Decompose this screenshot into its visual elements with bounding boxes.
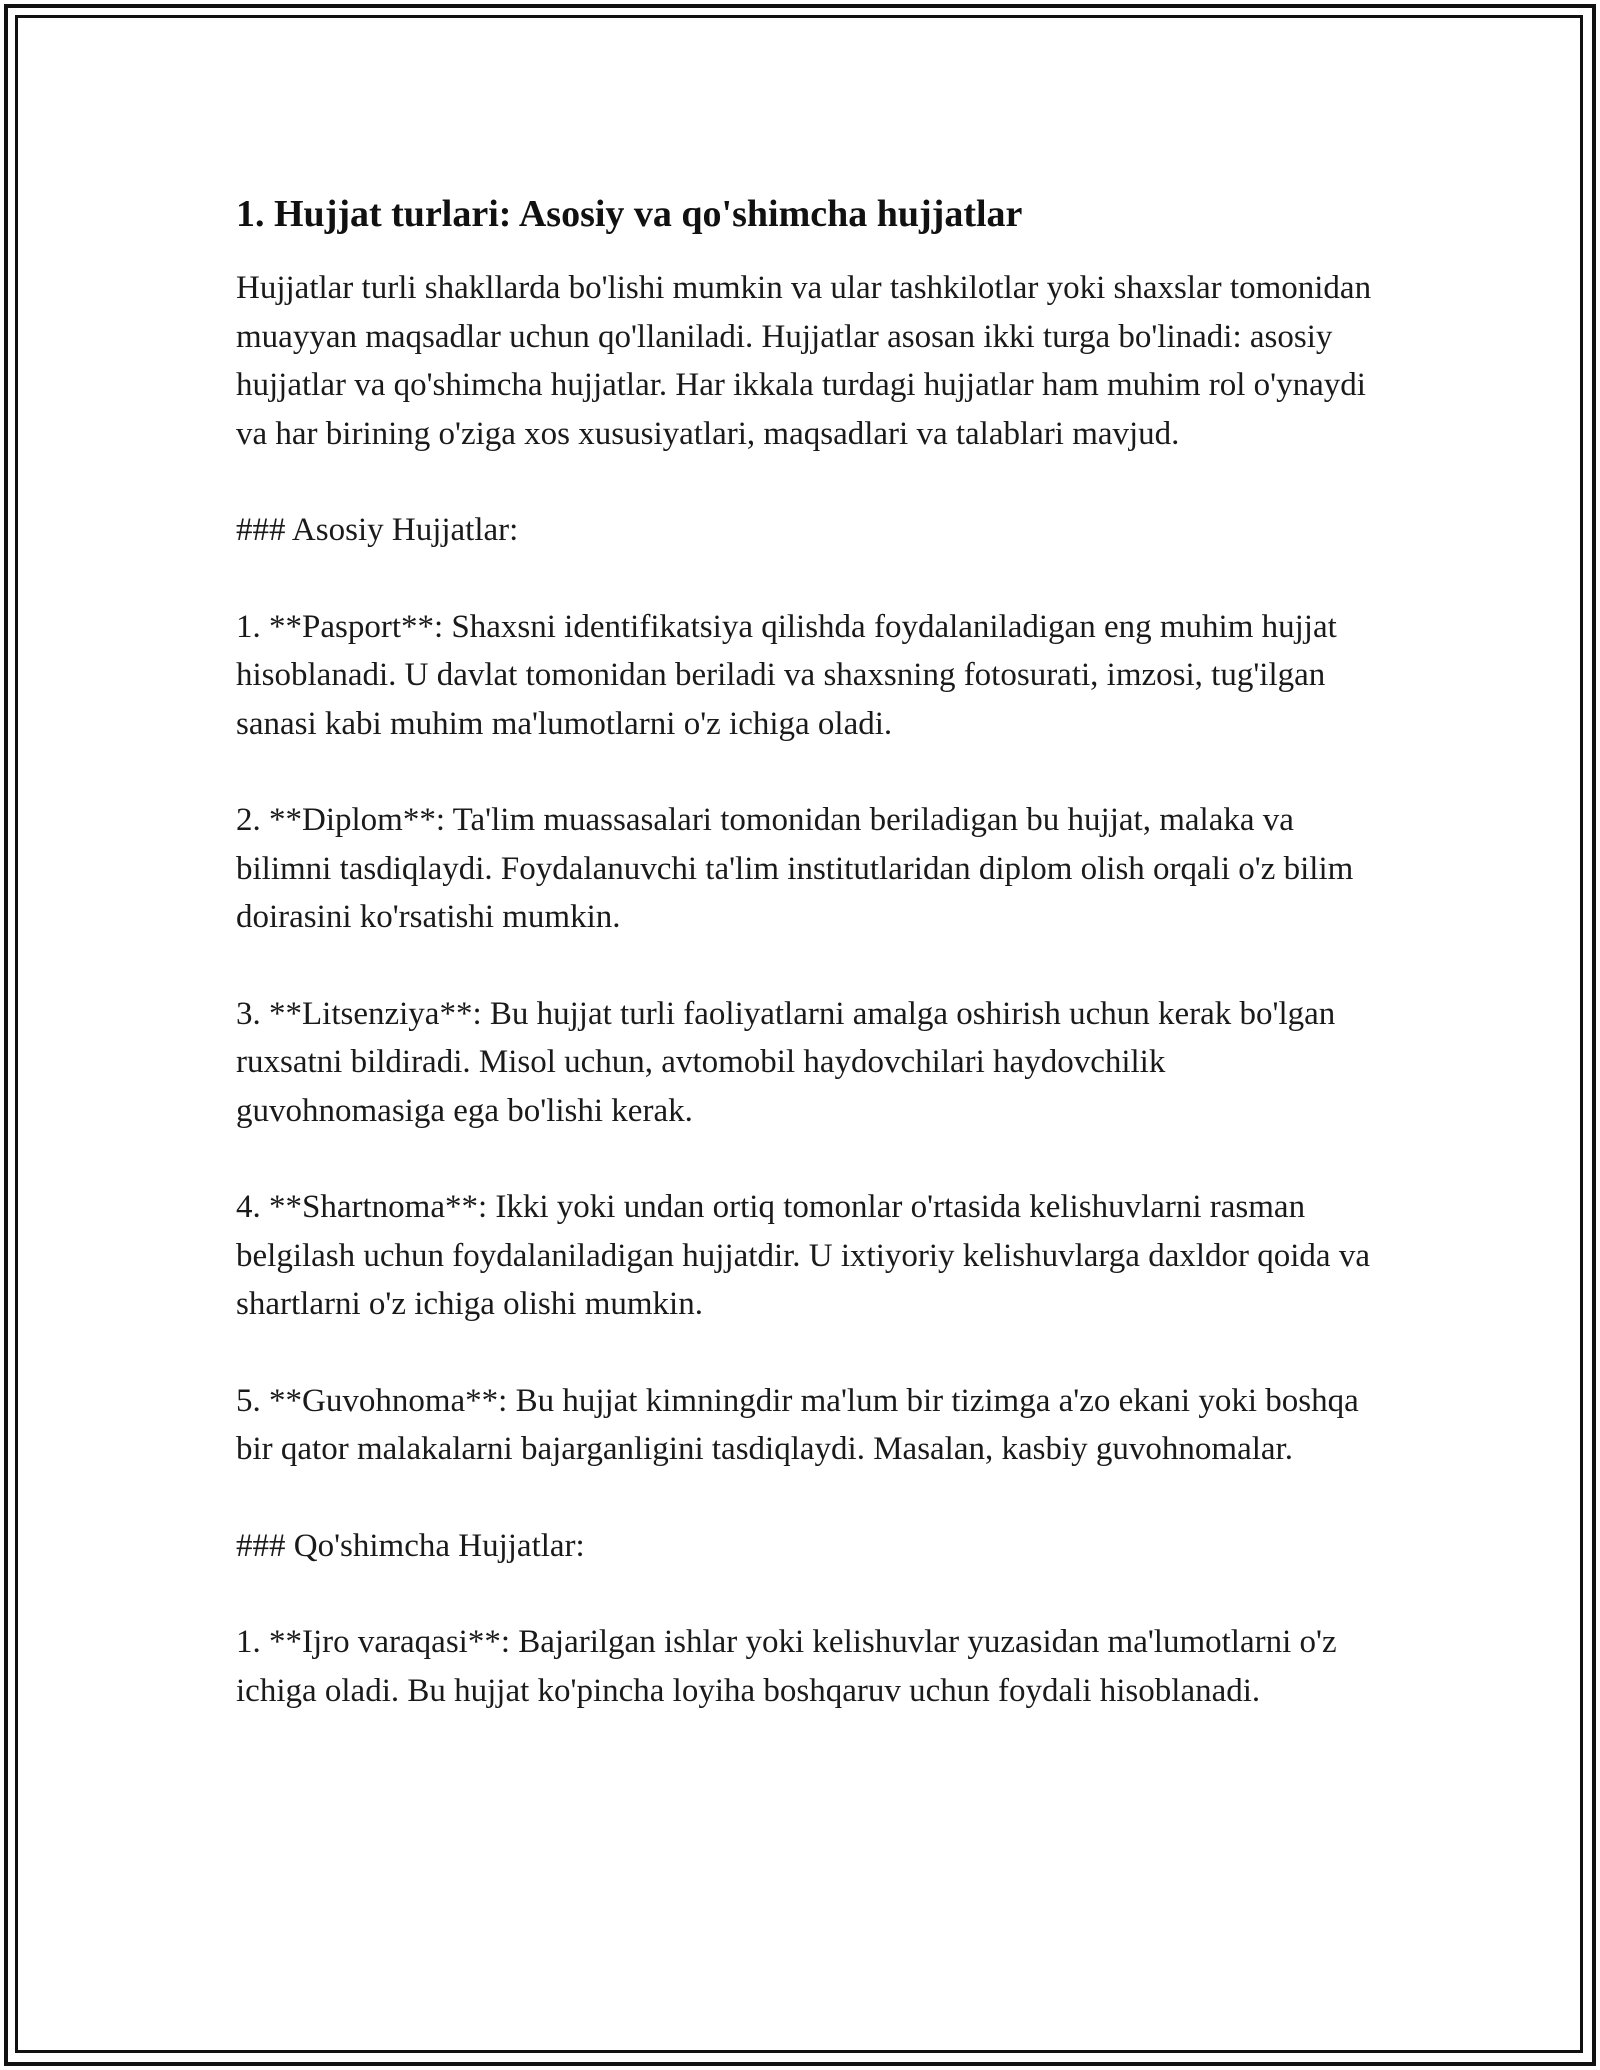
section-heading-asosiy: ### Asosiy Hujjatlar:: [236, 512, 519, 548]
document-body: [236, 188, 1376, 1763]
list-item-guvohnoma: 5. **Guvohnoma**: Bu hujjat kimningdir ma'lum bir tizimga a'zo ekani yoki boshqa bir qator malakalarni bajarganligini tasdiqlaydi. Masalan, kasbiy guvohnomalar.: [236, 1382, 1359, 1467]
list-item-pasport: 1. **Pasport**: Shaxsni identifikatsiya qilishda foydalaniladigan eng muhim hujjat hisoblanadi. U davlat tomonidan beriladi va shaxsning fotosurati, imzosi, tug'ilgan sanasi kabi muhim ma'lumotlarni o'z ichiga oladi.: [236, 608, 1337, 742]
list-item-shartnoma: 4. **Shartnoma**: Ikki yoki undan ortiq tomonlar o'rtasida kelishuvlarni rasman belgilash uchun foydalaniladigan hujjatdir. U ixtiyoriy kelishuvlarga daxldor qoida va shartlarni o'z ichiga olishi mumkin.: [236, 1189, 1370, 1322]
list-item-diplom: 2. **Diplom**: Ta'lim muassasalari tomonidan beriladigan bu hujjat, malaka va bilimni tasdiqlaydi. Foydalanuvchi ta'lim institutlaridan diplom olish orqali o'z bilim doirasini ko'rsatishi mumkin.: [236, 802, 1354, 935]
list-item-litsenziya: 3. **Litsenziya**: Bu hujjat turli faoliyatlarni amalga oshirish uchun kerak bo'lgan ruxsatni bildiradi. Misol uchun, avtomobil haydovchilari haydovchilik guvohnomasiga ega bo'lishi kerak.: [236, 995, 1336, 1129]
document-title: 1. Hujjat turlari: Asosiy va qo'shimcha hujjatlar: [236, 193, 1023, 235]
section-heading-qoshimcha: ### Qo'shimcha Hujjatlar:: [236, 1527, 585, 1564]
list-item-ijro-varaqasi: 1. **Ijro varaqasi**: Bajarilgan ishlar yoki kelishuvlar yuzasidan ma'lumotlarni o'z ichiga oladi. Bu hujjat ko'pincha loyiha boshqaruv uchun foydali hisoblanadi.: [236, 1624, 1337, 1709]
intro-paragraph: Hujjatlar turli shakllarda bo'lishi mumkin va ular tashkilotlar yoki shaxslar tomonidan muayyan maqsadlar uchun qo'llaniladi. Hujjatlar asosan ikki turga bo'linadi: asosiy hujjatlar va qo'shimcha hujjatlar. Har ikkala turdagi hujjatlar ham muhim rol o'ynaydi va har birining o'ziga xos xususiyatlari, maqsadlari va talablari mavjud.: [236, 270, 1372, 452]
